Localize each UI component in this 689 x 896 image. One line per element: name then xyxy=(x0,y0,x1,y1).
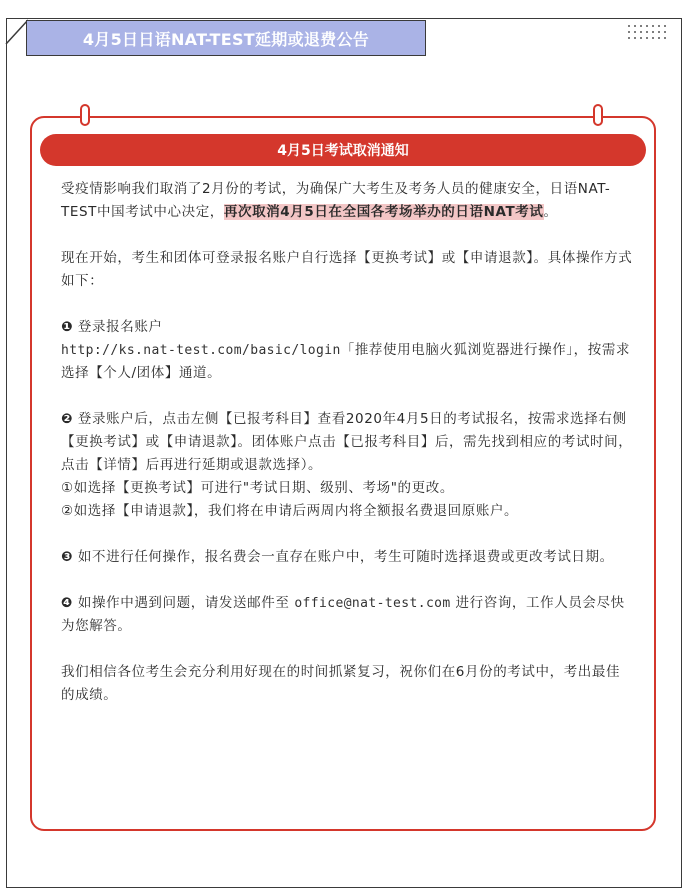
login-link[interactable]: http://ks.nat-test.com/basic/login xyxy=(61,343,341,358)
step3-marker: ❸ xyxy=(61,549,74,565)
step4-marker: ❹ xyxy=(61,595,74,611)
step3-text: 如不进行任何操作，报名费会一直存在账户中，考生可随时选择退费或更改考试日期。 xyxy=(73,549,614,565)
intro-paragraph xyxy=(61,178,633,224)
pin-decoration-right xyxy=(593,104,603,126)
header-tab xyxy=(26,20,426,56)
step2-marker: ❷ xyxy=(61,411,74,427)
step4-text-end: 进行咨询，工作人员会尽快为您解答。 xyxy=(61,595,625,634)
step2-sub1: ①如选择【更换考试】可进行"考试日期、级别、考场"的更改。 xyxy=(61,480,454,496)
closing-paragraph: 我们相信各位考生会充分利用好现在的时间抓紧复习，祝你们在6月份的考试中，考出最佳的成绩。 xyxy=(61,664,621,703)
notice-banner xyxy=(40,134,646,166)
step4-text: 如操作中遇到问题，请发送邮件至 xyxy=(73,595,295,611)
step1-text: 「推荐使用电脑火狐浏览器进行操作」，按需求选择【个人/团体】通道。 xyxy=(61,342,631,381)
step2-body xyxy=(61,408,633,477)
step1-body xyxy=(61,339,633,385)
step4-body xyxy=(61,592,633,638)
step1-title-text: 登录报名账户 xyxy=(73,319,163,335)
intro-end: 。 xyxy=(543,204,558,220)
notice-body xyxy=(61,178,633,707)
pin-decoration-left xyxy=(80,104,90,126)
intro-highlight: 再次取消4月5日在全国各考场举办的日语NAT考试 xyxy=(223,204,544,220)
contact-email[interactable]: office@nat-test.com xyxy=(294,596,451,611)
dots-decoration xyxy=(628,25,672,41)
step3-body xyxy=(61,546,633,569)
lead-paragraph: 现在开始，考生和团体可登录报名账户自行选择【更换考试】或【申请退款】。具体操作方式如下： xyxy=(61,250,633,289)
step2-text: 登录账户后，点击左侧【已报考科目】查看2020年4月5日的考试报名，按需求选择右侧【更换考试】或【申请退款】。团体账户点击【已报考科目】后，需先找到相应的考试时间，点击【详情】后再进行延期或退款选择）。 xyxy=(61,411,633,473)
header-title: 4月5日日语NAT-TEST延期或退费公告 xyxy=(82,29,370,49)
step1-title xyxy=(61,316,633,339)
step2-sub2: ②如选择【申请退款】，我们将在申请后两周内将全额报名费退回原账户。 xyxy=(61,503,519,519)
intro-text: 受疫情影响我们取消了2月份的考试，为确保广大考生及考务人员的健康安全，日语NAT-TEST中国考试中心决定， xyxy=(61,181,611,220)
banner-title: 4月5日考试取消通知 xyxy=(277,143,409,159)
step1-marker: ❶ xyxy=(61,319,74,335)
